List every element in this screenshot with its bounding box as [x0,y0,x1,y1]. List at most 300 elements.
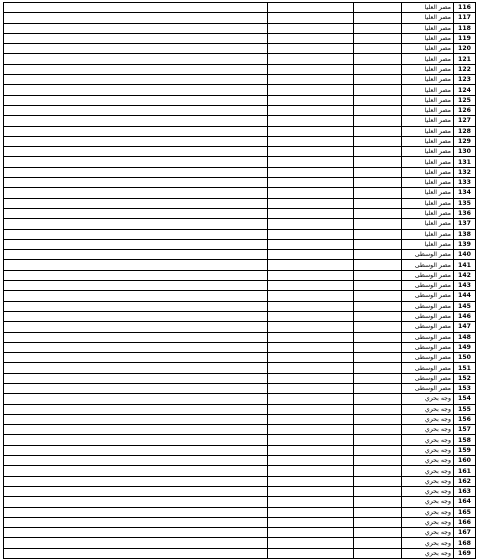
governorate-cell [354,75,402,85]
governorate-cell [354,188,402,198]
table-row [4,538,476,548]
table-row [4,311,476,321]
table-row [4,456,476,466]
region-cell: مصر الوسطى [402,301,454,311]
office-name-cell [268,105,354,115]
address-cell [4,3,268,13]
region-cell: مصر الوسطى [402,322,454,332]
row-number: 141 [454,260,476,270]
row-number: 134 [454,188,476,198]
office-name-cell [268,322,354,332]
governorate-cell [354,528,402,538]
office-name-cell [268,476,354,486]
address-cell [4,404,268,414]
governorate-cell [354,507,402,517]
row-number: 146 [454,311,476,321]
address-cell [4,75,268,85]
office-name-cell [268,311,354,321]
address-cell [4,116,268,126]
row-number: 152 [454,373,476,383]
governorate-cell [354,105,402,115]
address-cell [4,95,268,105]
region-cell: مصر الوسطى [402,332,454,342]
governorate-cell [354,23,402,33]
office-name-cell [268,198,354,208]
address-cell [4,425,268,435]
row-number: 159 [454,445,476,455]
governorate-cell [354,353,402,363]
row-number: 136 [454,208,476,218]
office-name-cell [268,404,354,414]
row-number: 128 [454,126,476,136]
row-number: 124 [454,85,476,95]
row-number: 118 [454,23,476,33]
row-number: 147 [454,322,476,332]
table-row [4,54,476,64]
governorate-cell [354,538,402,548]
table-row [4,291,476,301]
row-number: 151 [454,363,476,373]
region-cell: مصر الوسطى [402,311,454,321]
region-cell: مصر العليا [402,219,454,229]
table-row [4,250,476,260]
region-cell: وجه بحري [402,476,454,486]
table-row [4,23,476,33]
row-number: 156 [454,414,476,424]
table-row [4,394,476,404]
governorate-cell [354,291,402,301]
office-name-cell [268,116,354,126]
region-cell: وجه بحري [402,538,454,548]
region-cell: وجه بحري [402,394,454,404]
row-number: 126 [454,105,476,115]
region-cell: مصر العليا [402,208,454,218]
governorate-cell [354,64,402,74]
row-number: 148 [454,332,476,342]
office-name-cell [268,507,354,517]
address-cell [4,23,268,33]
row-number: 137 [454,219,476,229]
row-number: 162 [454,476,476,486]
governorate-cell [354,147,402,157]
table-row [4,425,476,435]
address-cell [4,342,268,352]
table-row [4,3,476,13]
governorate-cell [354,342,402,352]
governorate-cell [354,44,402,54]
address-cell [4,414,268,424]
address-cell [4,178,268,188]
row-number: 164 [454,497,476,507]
row-number: 157 [454,425,476,435]
region-cell: وجه بحري [402,456,454,466]
office-name-cell [268,239,354,249]
row-number: 125 [454,95,476,105]
region-cell: مصر العليا [402,23,454,33]
address-cell [4,281,268,291]
row-number: 127 [454,116,476,126]
address-cell [4,332,268,342]
region-cell: وجه بحري [402,435,454,445]
table-row [4,517,476,527]
address-cell [4,363,268,373]
governorate-cell [354,219,402,229]
office-name-cell [268,167,354,177]
address-cell [4,260,268,270]
governorate-cell [354,311,402,321]
row-number: 161 [454,466,476,476]
region-cell: مصر العليا [402,3,454,13]
office-name-cell [268,23,354,33]
address-cell [4,528,268,538]
office-name-cell [268,445,354,455]
row-number: 150 [454,353,476,363]
governorate-cell [354,198,402,208]
table-row [4,188,476,198]
table-row [4,466,476,476]
address-cell [4,476,268,486]
table-row [4,332,476,342]
address-cell [4,466,268,476]
region-cell: وجه بحري [402,445,454,455]
office-name-cell [268,497,354,507]
governorate-cell [354,404,402,414]
address-cell [4,198,268,208]
table-row [4,85,476,95]
governorate-cell [354,445,402,455]
address-cell [4,167,268,177]
office-name-cell [268,208,354,218]
address-cell [4,497,268,507]
address-cell [4,445,268,455]
address-cell [4,157,268,167]
governorate-cell [354,33,402,43]
table-row [4,486,476,496]
row-number: 149 [454,342,476,352]
region-cell: مصر العليا [402,54,454,64]
region-cell: مصر العليا [402,116,454,126]
address-cell [4,250,268,260]
address-cell [4,311,268,321]
region-cell: مصر العليا [402,147,454,157]
address-cell [4,373,268,383]
office-name-cell [268,373,354,383]
region-cell: مصر العليا [402,105,454,115]
row-number: 143 [454,281,476,291]
region-cell: مصر العليا [402,239,454,249]
office-name-cell [268,332,354,342]
region-cell: مصر العليا [402,85,454,95]
address-cell [4,517,268,527]
row-number: 123 [454,75,476,85]
table-row [4,136,476,146]
row-number: 129 [454,136,476,146]
region-cell: مصر العليا [402,95,454,105]
office-name-cell [268,64,354,74]
governorate-cell [354,54,402,64]
table-row [4,219,476,229]
office-name-cell [268,126,354,136]
governorate-cell [354,3,402,13]
region-cell: مصر العليا [402,198,454,208]
region-cell: وجه بحري [402,414,454,424]
governorate-cell [354,229,402,239]
table-row [4,322,476,332]
governorate-cell [354,95,402,105]
row-number: 169 [454,548,476,558]
row-number: 132 [454,167,476,177]
governorate-cell [354,239,402,249]
row-number: 168 [454,538,476,548]
region-cell: مصر الوسطى [402,270,454,280]
governorate-cell [354,281,402,291]
office-name-cell [268,414,354,424]
region-cell: مصر الوسطى [402,363,454,373]
governorate-cell [354,332,402,342]
address-cell [4,126,268,136]
office-name-cell [268,301,354,311]
table-row [4,507,476,517]
office-name-cell [268,425,354,435]
office-name-cell [268,3,354,13]
governorate-cell [354,85,402,95]
table-row [4,95,476,105]
governorate-cell [354,476,402,486]
region-cell: مصر الوسطى [402,353,454,363]
table-body [4,3,476,559]
region-cell: مصر العليا [402,136,454,146]
address-cell [4,486,268,496]
table-row [4,528,476,538]
address-cell [4,229,268,239]
region-cell: مصر العليا [402,178,454,188]
governorate-cell [354,260,402,270]
row-number: 166 [454,517,476,527]
table-row [4,198,476,208]
table-row [4,13,476,23]
row-number: 133 [454,178,476,188]
office-name-cell [268,517,354,527]
office-name-cell [268,13,354,23]
region-cell: مصر العليا [402,33,454,43]
region-cell: مصر الوسطى [402,383,454,393]
region-cell: مصر العليا [402,44,454,54]
governorate-cell [354,466,402,476]
row-number: 116 [454,3,476,13]
address-cell [4,456,268,466]
office-name-cell [268,486,354,496]
table-row [4,342,476,352]
office-name-cell [268,528,354,538]
office-name-cell [268,147,354,157]
row-number: 160 [454,456,476,466]
address-cell [4,85,268,95]
row-number: 145 [454,301,476,311]
governorate-cell [354,178,402,188]
governorate-cell [354,425,402,435]
address-cell [4,394,268,404]
address-cell [4,13,268,23]
table-row [4,126,476,136]
office-name-cell [268,383,354,393]
office-name-cell [268,136,354,146]
office-name-cell [268,270,354,280]
table-row [4,105,476,115]
governorate-cell [354,517,402,527]
governorate-cell [354,435,402,445]
row-number: 119 [454,33,476,43]
table-row [4,373,476,383]
table-row [4,75,476,85]
table-row [4,404,476,414]
table-row [4,33,476,43]
office-name-cell [268,435,354,445]
address-cell [4,548,268,558]
governorate-cell [354,414,402,424]
office-name-cell [268,75,354,85]
table-row [4,363,476,373]
address-cell [4,301,268,311]
region-cell: مصر الوسطى [402,281,454,291]
region-cell: وجه بحري [402,486,454,496]
governorate-cell [354,394,402,404]
address-cell [4,383,268,393]
region-cell: مصر العليا [402,188,454,198]
table-row [4,281,476,291]
table-row [4,476,476,486]
governorate-cell [354,250,402,260]
table-row [4,44,476,54]
office-name-cell [268,188,354,198]
office-name-cell [268,353,354,363]
governorate-cell [354,167,402,177]
address-cell [4,219,268,229]
address-cell [4,322,268,332]
office-name-cell [268,178,354,188]
table-row [4,260,476,270]
row-number: 165 [454,507,476,517]
table-row [4,208,476,218]
offices-table [3,2,476,559]
region-cell: وجه بحري [402,404,454,414]
row-number: 163 [454,486,476,496]
office-name-cell [268,548,354,558]
table-row [4,353,476,363]
region-cell: وجه بحري [402,425,454,435]
address-cell [4,44,268,54]
table-row [4,64,476,74]
table-row [4,157,476,167]
row-number: 167 [454,528,476,538]
office-name-cell [268,229,354,239]
address-cell [4,291,268,301]
region-cell: وجه بحري [402,517,454,527]
address-cell [4,147,268,157]
region-cell: مصر العليا [402,167,454,177]
table-row [4,435,476,445]
office-name-cell [268,219,354,229]
address-cell [4,538,268,548]
address-cell [4,435,268,445]
region-cell: مصر الوسطى [402,373,454,383]
table-row [4,270,476,280]
region-cell: مصر العليا [402,157,454,167]
row-number: 144 [454,291,476,301]
table-row [4,116,476,126]
office-name-cell [268,260,354,270]
table-row [4,414,476,424]
row-number: 158 [454,435,476,445]
region-cell: وجه بحري [402,466,454,476]
table-row [4,497,476,507]
governorate-cell [354,301,402,311]
region-cell: مصر الوسطى [402,291,454,301]
office-name-cell [268,54,354,64]
address-cell [4,105,268,115]
governorate-cell [354,548,402,558]
governorate-cell [354,363,402,373]
office-name-cell [268,95,354,105]
governorate-cell [354,322,402,332]
row-number: 131 [454,157,476,167]
document-sheet [3,2,475,559]
address-cell [4,353,268,363]
region-cell: وجه بحري [402,507,454,517]
office-name-cell [268,157,354,167]
office-name-cell [268,291,354,301]
region-cell: مصر العليا [402,75,454,85]
table-row [4,548,476,558]
row-number: 122 [454,64,476,74]
governorate-cell [354,383,402,393]
office-name-cell [268,394,354,404]
row-number: 140 [454,250,476,260]
table-row [4,229,476,239]
governorate-cell [354,136,402,146]
governorate-cell [354,373,402,383]
address-cell [4,507,268,517]
row-number: 142 [454,270,476,280]
governorate-cell [354,497,402,507]
table-row [4,167,476,177]
address-cell [4,54,268,64]
governorate-cell [354,270,402,280]
row-number: 135 [454,198,476,208]
table-row [4,178,476,188]
governorate-cell [354,486,402,496]
region-cell: وجه بحري [402,497,454,507]
governorate-cell [354,456,402,466]
table-row [4,301,476,311]
governorate-cell [354,116,402,126]
office-name-cell [268,33,354,43]
office-name-cell [268,85,354,95]
office-name-cell [268,250,354,260]
region-cell: مصر الوسطى [402,342,454,352]
region-cell: مصر الوسطى [402,260,454,270]
office-name-cell [268,44,354,54]
address-cell [4,136,268,146]
region-cell: مصر الوسطى [402,250,454,260]
governorate-cell [354,13,402,23]
row-number: 138 [454,229,476,239]
table-row [4,383,476,393]
address-cell [4,239,268,249]
row-number: 153 [454,383,476,393]
row-number: 120 [454,44,476,54]
address-cell [4,64,268,74]
office-name-cell [268,466,354,476]
